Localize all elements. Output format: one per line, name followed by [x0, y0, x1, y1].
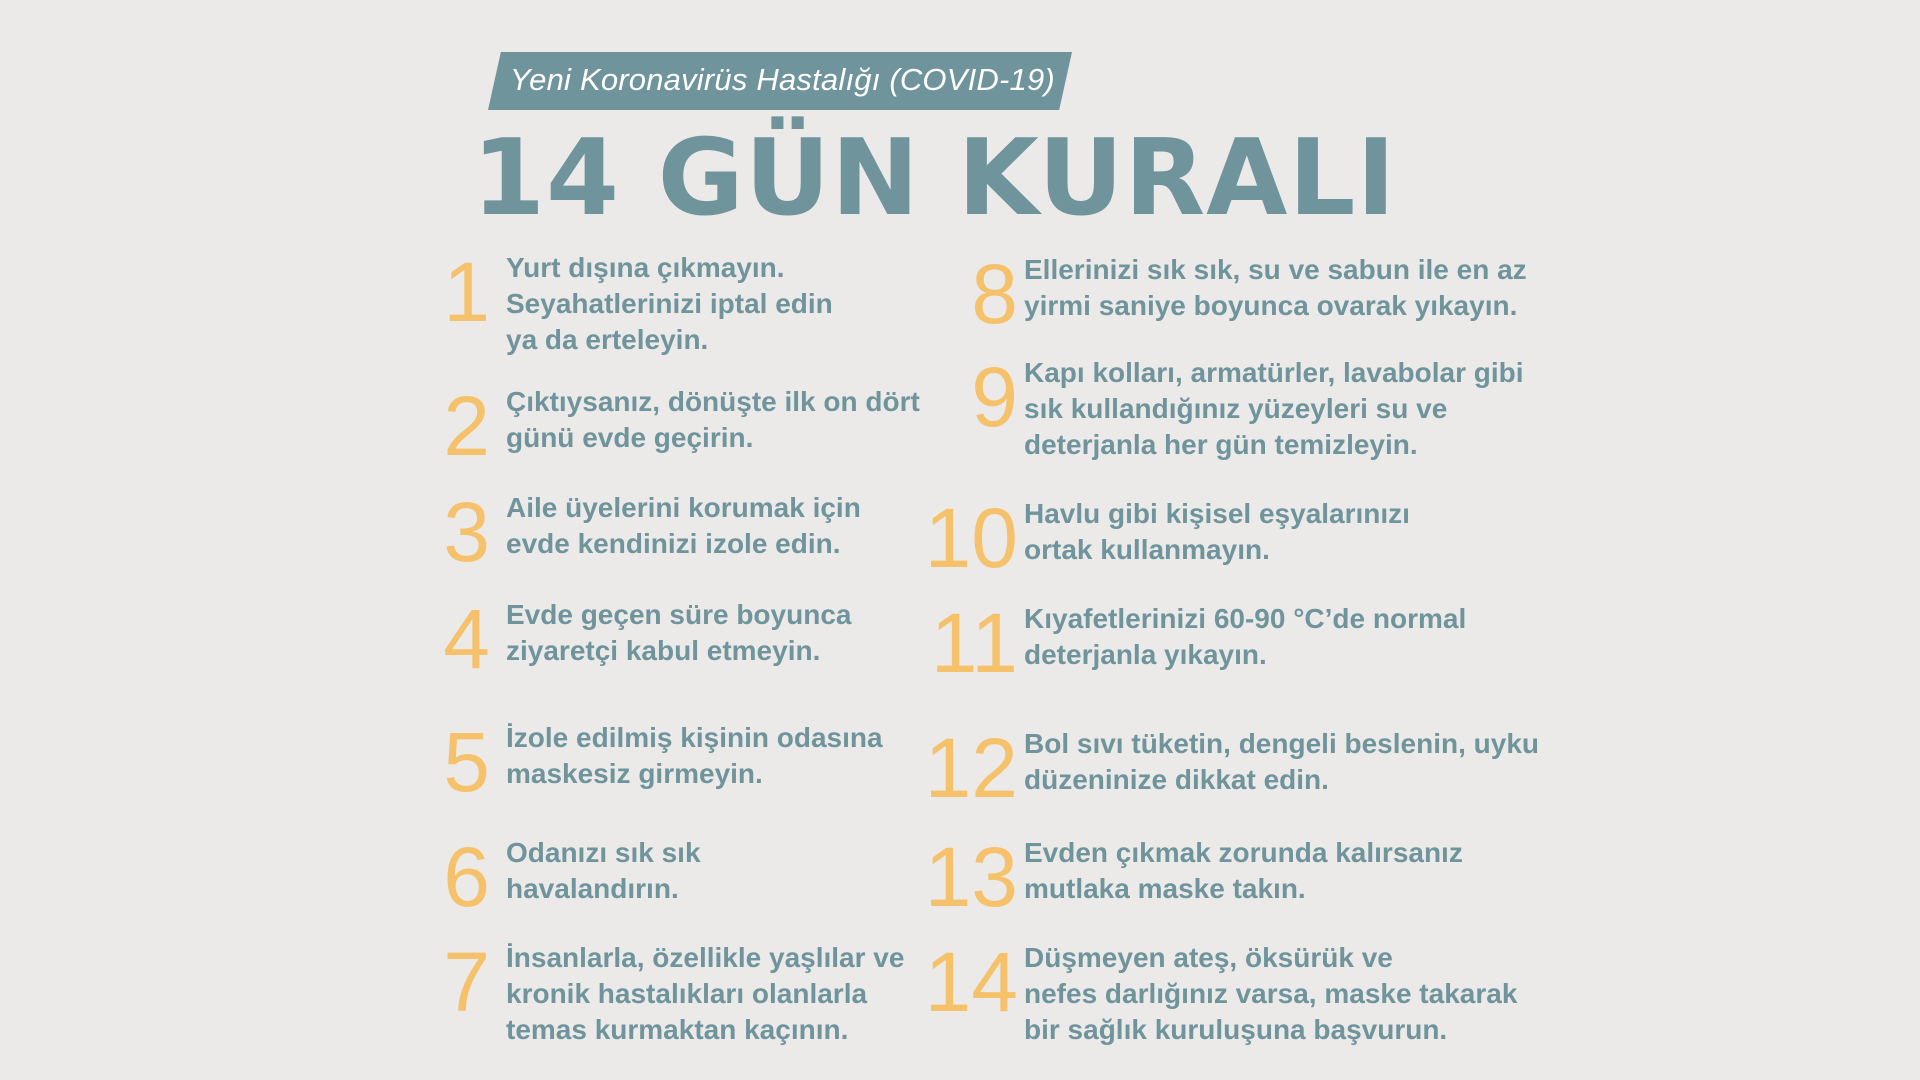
rule-number: 5: [443, 715, 490, 809]
rule-number: 11: [930, 596, 1018, 690]
rule-text: Kapı kolları, armatürler, lavabolar gibi sık kullandığınız yüzeyleri su ve deterjanla her gün temizleyin.: [1024, 357, 1524, 460]
rule-text: Kıyafetlerinizi 60-90 °C’de normal deterjanla yıkayın.: [1024, 603, 1467, 670]
rule-text: Aile üyelerini korumak için evde kendinizi izole edin.: [506, 492, 861, 559]
rule-text: Yurt dışına çıkmayın. Seyahatlerinizi iptal edin ya da erteleyin.: [506, 252, 833, 355]
rule-text: İzole edilmiş kişinin odasına maskesiz girmeyin.: [506, 722, 883, 789]
rule-number: 13: [924, 830, 1018, 924]
rule-number: 10: [924, 491, 1018, 585]
subtitle: Yeni Koronavirüs Hastalığı (COVID-19): [510, 62, 1055, 97]
rule-number: 4: [443, 592, 490, 686]
rule-text: Çıktıysanız, dönüşte ilk on dört günü evde geçirin.: [506, 386, 920, 453]
rule-number: 6: [443, 830, 490, 924]
rule-number: 12: [924, 721, 1018, 815]
rule-number: 8: [971, 247, 1018, 341]
rule-number: 1: [443, 245, 490, 339]
rule-text: Ellerinizi sık sık, su ve sabun ile en az yirmi saniye boyunca ovarak yıkayın.: [1024, 254, 1527, 321]
rule-text: Havlu gibi kişisel eşyalarınızı ortak kullanmayın.: [1024, 498, 1410, 565]
page-title: 14 GÜN KURALI: [472, 117, 1397, 239]
rule-text: Evden çıkmak zorunda kalırsanız mutlaka maske takın.: [1024, 837, 1463, 904]
rule-number: 9: [971, 350, 1018, 444]
rule-text: Bol sıvı tüketin, dengeli beslenin, uyku düzeninize dikkat edin.: [1024, 728, 1539, 795]
rule-number: 7: [443, 935, 490, 1029]
rule-text: İnsanlarla, özellikle yaşlılar ve kronik hastalıkları olanlarla temas kurmaktan kaçının.: [506, 942, 905, 1045]
rule-text: Odanızı sık sık havalandırın.: [506, 837, 701, 904]
rule-number: 14: [924, 935, 1018, 1029]
rule-text: Evde geçen süre boyunca ziyaretçi kabul etmeyin.: [506, 599, 852, 666]
rule-number: 3: [443, 485, 490, 579]
rule-text: Düşmeyen ateş, öksürük ve nefes darlığınız varsa, maske takarak bir sağlık kuruluşuna başvurun.: [1024, 942, 1518, 1045]
rule-number: 2: [443, 379, 490, 473]
